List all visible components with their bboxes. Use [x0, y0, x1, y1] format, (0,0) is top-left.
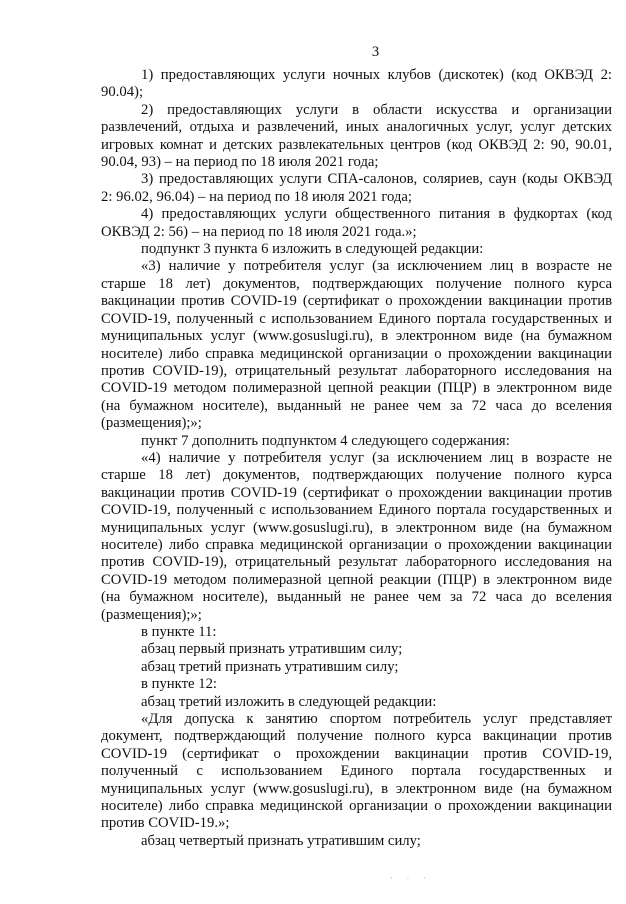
paragraph-item-2-entertainment: 2) предоставляющих услуги в области искусства и организации развлечений, отдыха и развлечений, иных аналогичных услуг, услуг детских игровых комнат и детских развлекательных центров (код ОКВЭД 2: 90, 90.01, 90.04, 93) – на период по 18 июля 2021 года;	[101, 101, 612, 171]
paragraph-quote-3-vaccination: «3) наличие у потребителя услуг (за исключением лиц в возрасте не старше 18 лет) документов, подтверждающих получение полного курса вакцинации против COVID-19 (сертификат о прохождении вакцинации против COVID-19, полученный с использованием Единого портала государственных и муниципальных услуг (www.gosuslugi.ru), в электронном виде (на бумажном носителе) либо справка медицинской организации о прохождении вакцинации против COVID-19), отрицательный результат лабораторного исследования на COVID-19 методом полимеразной цепной реакции (ПЦР) в электронном виде (на бумажном носителе), выданный не ранее чем за 72 часа до вселения (размещения);»;	[101, 258, 612, 432]
paragraph-point-7-addition: пункт 7 дополнить подпунктом 4 следующего содержания:	[141, 432, 510, 449]
paragraph-subpoint-3-point-6: подпункт 3 пункта 6 изложить в следующей редакции:	[141, 241, 484, 258]
paragraph-point-11-first-void: абзац первый признать утратившим силу;	[141, 641, 403, 658]
page-number: 3	[371, 44, 380, 60]
paragraph-point-12-third-new: абзац третий изложить в следующей редакции:	[141, 693, 437, 710]
paragraph-point-11-third-void: абзац третий признать утратившим силу;	[141, 658, 399, 675]
paragraph-item-4-food-courts: 4) предоставляющих услуги общественного питания в фудкортах (код ОКВЭД 2: 56) – на период по 18 июля 2021 года.»;	[101, 206, 612, 240]
paragraph-quote-sport-admission: «Для допуска к занятию спортом потребитель услуг представляет документ, подтверждающий получение полного курса вакцинации против COVID-19 (сертификат о прохождении вакцинации против COVID-19, полученный с использованием Единого портала государственных и муниципальных услуг (www.gosuslugi.ru), в электронном виде (на бумажном носителе) либо справка медицинской организации о прохождении вакцинации против COVID-19.»;	[101, 711, 612, 832]
paragraph-point-12-fourth-void: абзац четвертый признать утратившим силу;	[141, 832, 421, 849]
scan-artifact-dots: · · ·	[390, 874, 432, 883]
paragraph-item-1-night-clubs: 1) предоставляющих услуги ночных клубов (дискотек) (код ОКВЭД 2: 90.04);	[101, 67, 612, 101]
paragraph-point-12: в пункте 12:	[141, 676, 217, 693]
paragraph-quote-4-vaccination: «4) наличие у потребителя услуг (за исключением лиц в возрасте не старше 18 лет) документов, подтверждающих получение полного курса вакцинации против COVID-19 (сертификат о прохождении вакцинации против COVID-19, полученный с использованием Единого портала государственных и муниципальных услуг (www.gosuslugi.ru), в электронном виде (на бумажном носителе) либо справка медицинской организации о прохождении вакцинации против COVID-19), отрицательный результат лабораторного исследования на COVID-19 методом полимеразной цепной реакции (ПЦР) в электронном виде (на бумажном носителе), выданный не ранее чем за 72 часа до вселения (размещения);»;	[101, 449, 612, 623]
paragraph-point-11: в пункте 11:	[141, 624, 217, 640]
paragraph-item-3-spa: 3) предоставляющих услуги СПА-салонов, соляриев, саун (коды ОКВЭД 2: 96.02, 96.04) – на период по 18 июля 2021 года;	[101, 171, 612, 205]
